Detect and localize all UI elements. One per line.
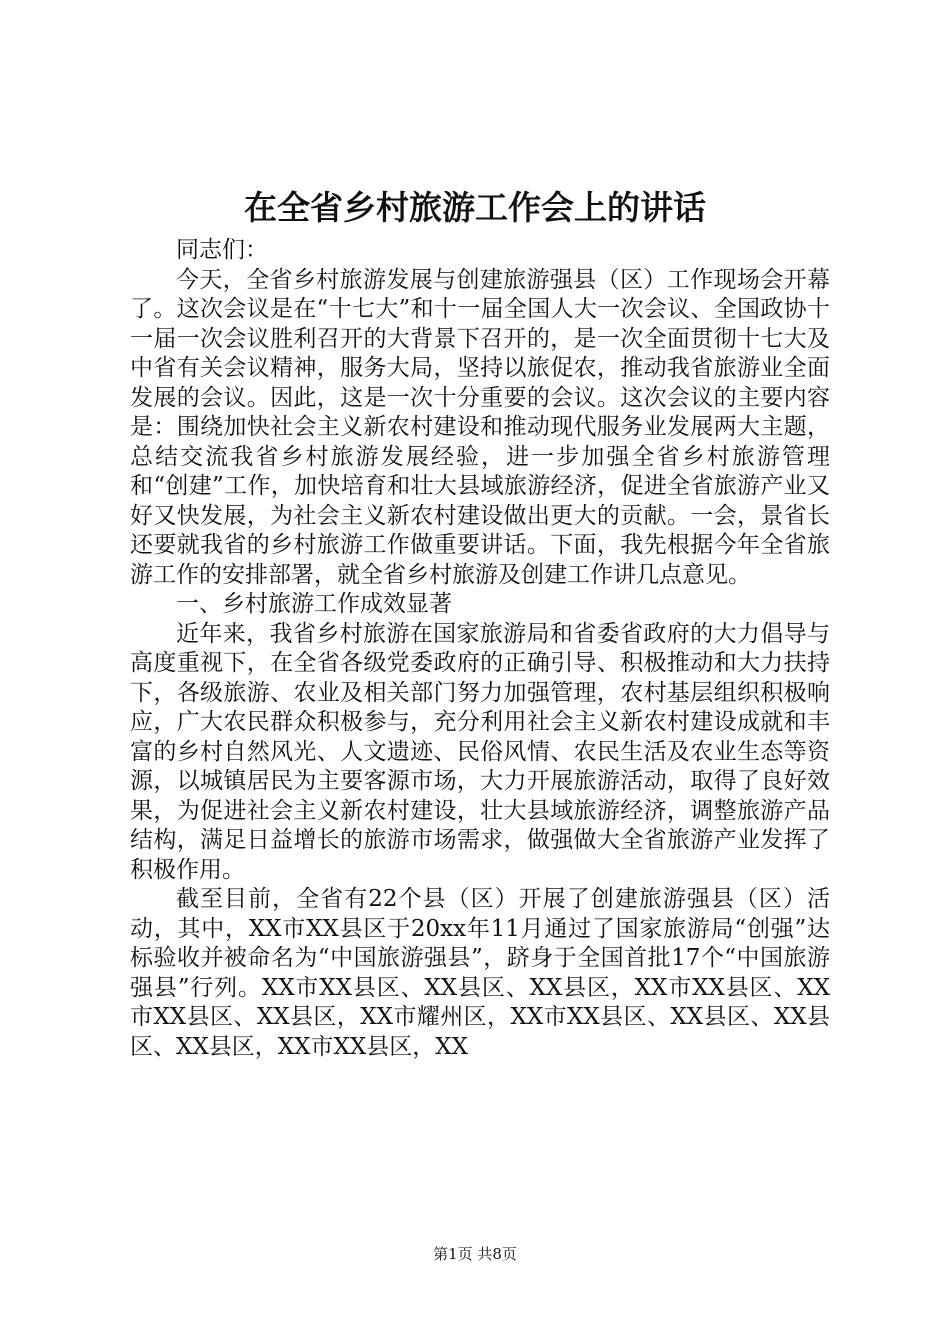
page-number-footer: 第1页 共8页: [433, 1245, 517, 1263]
document-body: [130, 236, 830, 1062]
paragraph-2: 近年来，我省乡村旅游在国家旅游局和省委省政府的大力倡导与高度重视下，在全省各级党委政府的正确引导、积极推动和大力扶持下，各级旅游、农业及相关部门努力加强管理，农村基层组织积极响应，广大农民群众积极参与，充分利用社会主义新农村建设成就和丰富的乡村自然风光、人文遗迹、民俗风情、农民生活及农业生态等资源，以城镇居民为主要客源市场，大力开展旅游活动，取得了良好效果，为促进社会主义新农村建设，壮大县域旅游经济，调整旅游产品结构，满足日益增长的旅游市场需求，做强做大全省旅游产业发挥了积极作用。: [130, 620, 830, 883]
section-heading: 一、乡村旅游工作成效显著: [176, 591, 452, 617]
paragraph-1: 今天，全省乡村旅游发展与创建旅游强县（区）工作现场会开幕了。这次会议是在“十七大”和十一届全国人大一次会议、全国政协十一届一次会议胜利召开的大背景下召开的，是一次全面贯彻十七大及中省有关会议精神，服务大局，坚持以旅促农，推动我省旅游业全面发展的会议。因此，这是一次十分重要的会议。这次会议的主要内容是：围绕加快社会主义新农村建设和推动现代服务业发展两大主题，总结交流我省乡村旅游发展经验，进一步加强全省乡村旅游管理和“创建”工作，加快培育和壮大县域旅游经济，促进全省旅游产业又好又快发展，为社会主义新农村建设做出更大的贡献。一会，景省长还要就我省的乡村旅游工作做重要讲话。下面，我先根据今年全省旅游工作的安排部署，就全省乡村旅游及创建工作讲几点意见。: [130, 266, 830, 588]
salutation: 同志们：: [176, 237, 268, 263]
paragraph-3: 截至目前，全省有22个县（区）开展了创建旅游强县（区）活动，其中，XX市XX县区于20xx年11月通过了国家旅游局“创强”达标验收并被命名为“中国旅游强县”，跻身于全国首批17个“中国旅游强县”行列。XX市XX县区、XX县区、XX县区，XX市XX县区、XX市XX县区、XX县区，XX市耀州区，XX市XX县区、XX县区、XX县区、XX县区，XX市XX县区，XX: [130, 886, 830, 1060]
document-title: 在全省乡村旅游工作会上的讲话: [244, 188, 706, 227]
